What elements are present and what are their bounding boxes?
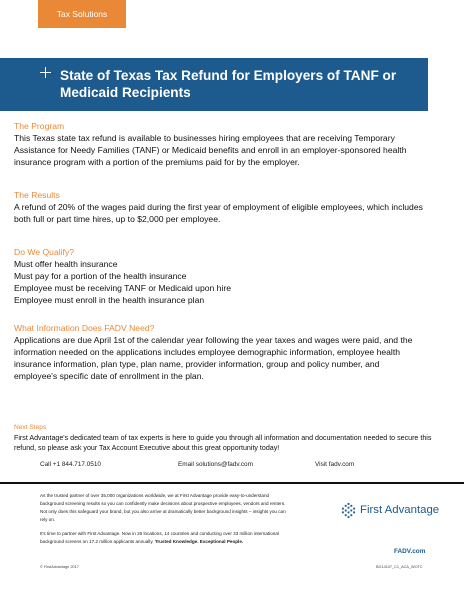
list-item: Employee must be receiving TANF or Medicaid upon hire — [14, 283, 232, 293]
footer-about-text: As the trusted partner of over 35,000 organizations worldwide, we at First Advantage provide easy-to-understand background screening results so you can confidently make decisions about prospective employees, vendors and renters. Not only does this safeguard your brand, but you also arrive at dramatically better background insights – insights you can rely on. — [40, 493, 286, 522]
next-steps-heading: Next Steps — [14, 424, 47, 431]
info-text: Applications are due April 1st of the calendar year following the year taxes and wages were paid, and the information needed on the applications includes employee demographic information, employee health insurance information, plan type, plan name, provider information, group and policy number, and employee's specific date of enrollment in the plan. — [14, 335, 413, 381]
logo-text: First Advantage — [360, 504, 440, 516]
qualify-list — [14, 258, 424, 306]
program-heading: The Program — [14, 121, 65, 131]
tab-label: Tax Solutions — [56, 9, 108, 19]
next-steps-text: First Advantage's dedicated team of tax experts is here to guide you through all information and documentation needed to secure this refund, so please ask your Tax Account Executive about this great opportunity today! — [14, 434, 432, 452]
contact-email[interactable]: Email solutions@fadv.com — [178, 461, 253, 468]
program-text: This Texas state tax refund is available to businesses hiring employees that are receiving Temporary Assistance for Needy Families (TANF) or Medicaid benefits and enroll in an employer-sponsored health insurance program with a portion of the premiums paid for by the employer. — [14, 133, 407, 167]
document-code: BG14107_C1_ACA_WOTC — [376, 565, 423, 569]
qualify-heading: Do We Qualify? — [14, 247, 75, 257]
contact-website[interactable]: Visit fadv.com — [315, 461, 355, 468]
page-title: State of Texas Tax Refund for Employers of TANF or Medicaid Recipients — [60, 68, 397, 100]
contact-phone[interactable]: Call +1 844.717.0510 — [40, 461, 101, 468]
copyright-text: © FirstAdvantage 2017 — [40, 565, 79, 569]
footer-url-link[interactable]: FADV.com — [394, 548, 426, 555]
footer-tagline: Trusted Knowledge. Exceptional People. — [154, 539, 244, 544]
list-item: Employee must enroll in the health insurance plan — [14, 295, 205, 305]
list-item: Must offer health insurance — [14, 259, 118, 269]
results-text: A refund of 20% of the wages paid during the first year of employment of eligible employees, which includes both full or part time hires, up to $2,000 per employee. — [14, 202, 423, 224]
list-item: Must pay for a portion of the health insurance — [14, 271, 187, 281]
first-advantage-logo — [341, 500, 461, 520]
first-advantage-logo-icon — [341, 503, 356, 518]
title-banner — [0, 58, 428, 111]
results-heading: The Results — [14, 190, 60, 200]
footer-partner-text — [40, 530, 290, 546]
info-heading: What Information Does FADV Need? — [14, 323, 155, 333]
tax-solutions-tab — [38, 0, 126, 28]
plus-icon — [40, 67, 51, 78]
footer-partner-body: It's time to partner with First Advantage. Now in 26 locations, 14 countries and conducting over 33 million international background screens on 17.2 million applicants annually. — [40, 531, 279, 544]
footer-divider — [0, 482, 464, 484]
